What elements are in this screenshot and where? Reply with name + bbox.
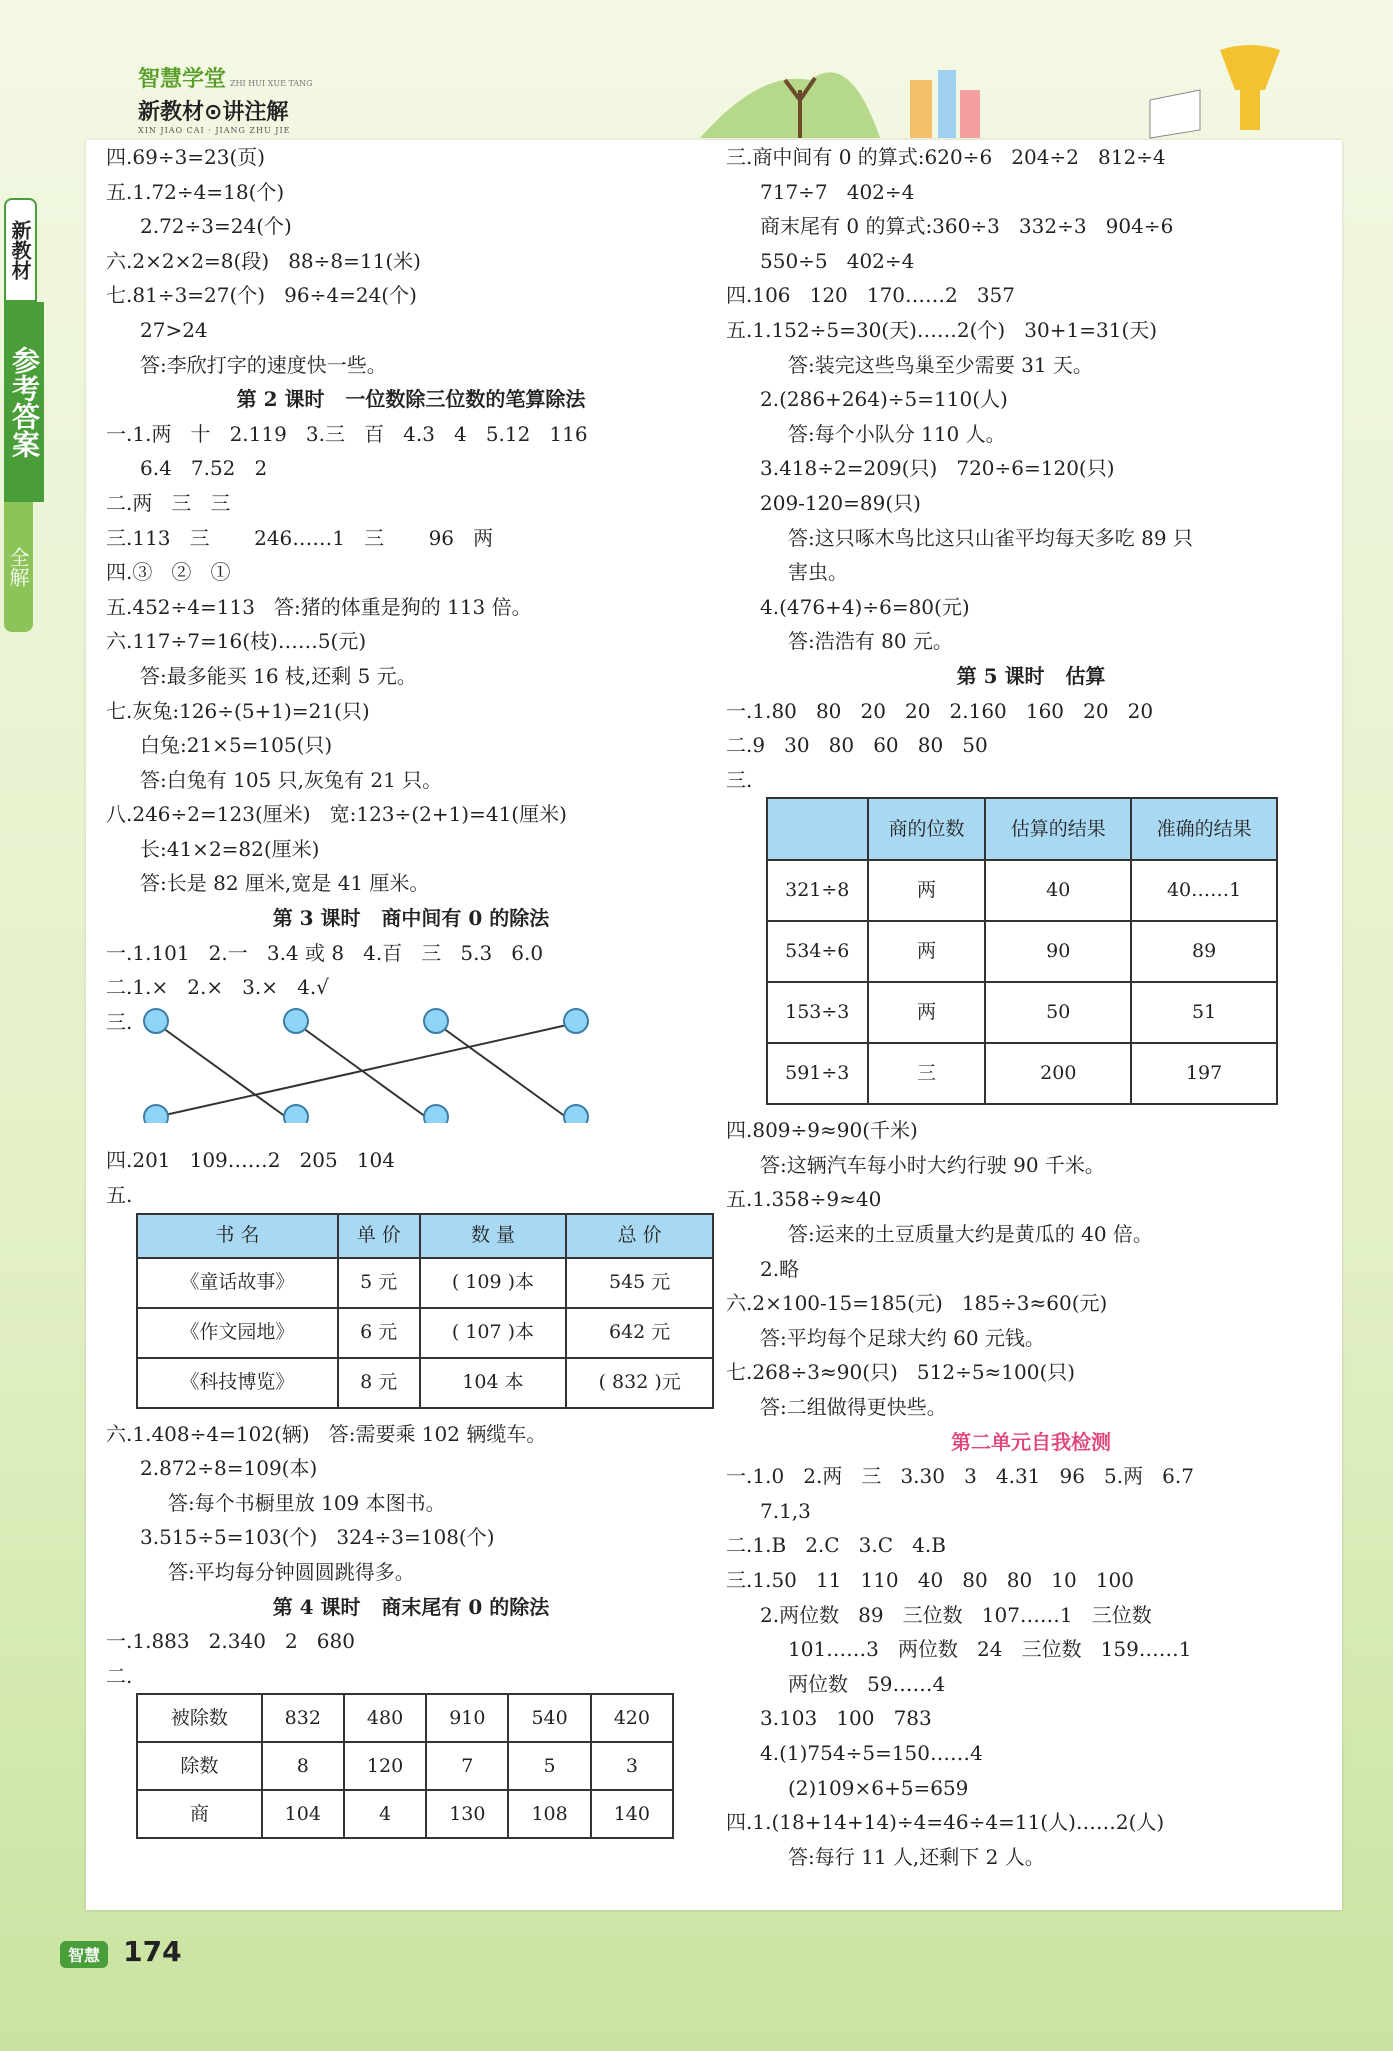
- answer-line: 7.1,3: [760, 1498, 811, 1523]
- answer-line: 2.两位数 89 三位数 107……1 三位数: [760, 1602, 1152, 1627]
- table-row: [137, 1790, 673, 1838]
- table-header: 准确的结果: [1131, 798, 1277, 860]
- answer-line: 一.1.两 十 2.119 3.三 百 4.3 4 5.12 116: [106, 421, 588, 446]
- series-title: 新教材⊙讲注解: [138, 100, 289, 125]
- answer-line: 二.: [106, 1663, 133, 1688]
- answer-line: 答:每个小队分 110 人。: [788, 421, 1006, 446]
- table-cell: 832: [262, 1694, 344, 1742]
- table-cell: 89: [1131, 921, 1277, 982]
- answer-line: 七.268÷3≈90(只) 512÷5≈100(只): [726, 1360, 1076, 1385]
- answer-line: 五.: [106, 1183, 133, 1208]
- table-cell: 104: [262, 1790, 344, 1838]
- table-cell: 480: [344, 1694, 426, 1742]
- answer-line: 答:二组做得更快些。: [760, 1395, 947, 1420]
- answer-line: 6.4 7.52 2: [140, 456, 268, 481]
- answer-line: 五.1.152÷5=30(天)……2(个) 30+1=31(天): [726, 317, 1158, 342]
- answer-line: 八.246÷2=123(厘米) 宽:123÷(2+1)=41(厘米): [106, 802, 567, 827]
- answer-line: 4.(1)754÷5=150……4: [760, 1740, 983, 1765]
- table-cell: 540: [508, 1694, 590, 1742]
- table-cell: 两: [868, 860, 986, 921]
- table-row: [137, 1258, 713, 1308]
- answer-line: 一.1.883 2.340 2 680: [106, 1629, 355, 1654]
- table-row: [137, 1308, 713, 1358]
- answer-line: 三.商中间有 0 的算式:620÷6 204÷2 812÷4: [726, 145, 1166, 169]
- answer-line: 三.: [726, 767, 753, 792]
- answer-line: 答:装完这些鸟巢至少需要 31 天。: [788, 352, 1093, 377]
- answer-line: 二.9 30 80 60 80 50: [726, 733, 988, 758]
- section-title: 第 4 课时 商末尾有 0 的除法: [272, 1594, 550, 1619]
- table-cell: 《童话故事》: [137, 1258, 338, 1308]
- answer-line: 四.809÷9≈90(千米): [726, 1118, 918, 1143]
- header-scenery-icon: [680, 10, 1330, 140]
- answer-line: 4.(476+4)÷6=80(元): [760, 594, 970, 619]
- answer-line: 3.418÷2=209(只) 720÷6=120(只): [760, 456, 1115, 481]
- table-row: [767, 1043, 1277, 1104]
- sidebar-tab-new-textbook: 新教材: [4, 198, 37, 302]
- answer-line: 答:这只啄木鸟比这只山雀平均每天多吃 89 只: [788, 525, 1193, 550]
- table-row: [767, 860, 1277, 921]
- answer-line: 答:这辆汽车每小时大约行驶 90 千米。: [760, 1152, 1105, 1177]
- table-cell: 120: [344, 1742, 426, 1790]
- page-number: 174: [123, 1935, 182, 1968]
- answer-line: 四.③ ② ①: [106, 560, 231, 585]
- answer-line: 3.103 100 783: [760, 1706, 932, 1731]
- table-header: 估算的结果: [985, 798, 1131, 860]
- table-cell: ( 107 )本: [420, 1308, 567, 1358]
- answer-line: 三.: [106, 1009, 133, 1034]
- answer-line: 五.452÷4=113 答:猪的体重是狗的 113 倍。: [106, 594, 532, 619]
- table-cell: 591÷3: [767, 1043, 868, 1104]
- answer-line: 2.72÷3=24(个): [140, 214, 292, 239]
- answer-line: 长:41×2=82(厘米): [140, 836, 320, 861]
- table-cell: 5 元: [338, 1258, 420, 1308]
- answer-line: 四.201 109……2 205 104: [106, 1148, 395, 1173]
- section-title: 第 3 课时 商中间有 0 的除法: [272, 906, 550, 931]
- answer-line: 六.2×100-15=185(元) 185÷3≈60(元): [726, 1291, 1108, 1316]
- right-column: [726, 140, 1336, 1874]
- division-table: [136, 1693, 674, 1839]
- table-cell: 321÷8: [767, 860, 868, 921]
- answer-line: 答:白兔有 105 只,灰兔有 21 只。: [140, 767, 443, 792]
- table-cell: 《科技博览》: [137, 1358, 338, 1408]
- answer-line: 四.1.(18+14+14)÷4=46÷4=11(人)……2(人): [726, 1810, 1165, 1835]
- table-cell: 104 本: [420, 1358, 567, 1408]
- table-cell: 5: [508, 1742, 590, 1790]
- answer-line: 二.1.× 2.× 3.× 4.√: [106, 975, 329, 1000]
- table-cell: 《作文园地》: [137, 1308, 338, 1358]
- table-cell: 两: [868, 982, 986, 1043]
- answer-line: 答:最多能买 16 枝,还剩 5 元。: [140, 663, 417, 688]
- table-cell: 8: [262, 1742, 344, 1790]
- estimation-table: [766, 797, 1278, 1105]
- answer-line: 27>24: [140, 317, 208, 342]
- answer-line: 商末尾有 0 的算式:360÷3 332÷3 904÷6: [760, 214, 1174, 239]
- table-cell: 4: [344, 1790, 426, 1838]
- table-cell: 642 元: [566, 1308, 713, 1358]
- table-header: 总 价: [566, 1214, 713, 1258]
- table-cell: 51: [1131, 982, 1277, 1043]
- answer-line: 550÷5 402÷4: [760, 248, 915, 273]
- answer-line: 答:浩浩有 80 元。: [788, 629, 953, 654]
- brand-title: 智慧学堂: [138, 67, 227, 92]
- answer-line: 六.117÷7=16(枝)……5(元): [106, 629, 367, 654]
- table-cell: 545 元: [566, 1258, 713, 1308]
- table-cell: 108: [508, 1790, 590, 1838]
- book-price-table: [136, 1213, 714, 1409]
- table-row: [137, 1742, 673, 1790]
- table-cell: 50: [985, 982, 1131, 1043]
- answer-line: 六.1.408÷4=102(辆) 答:需要乘 102 辆缆车。: [106, 1421, 547, 1446]
- table-cell: 130: [426, 1790, 508, 1838]
- answer-line: 二.1.B 2.C 3.C 4.B: [726, 1533, 946, 1558]
- answer-line: 答:每个书橱里放 109 本图书。: [168, 1490, 446, 1515]
- table-cell: 被除数: [137, 1694, 262, 1742]
- table-cell: ( 832 )元: [566, 1358, 713, 1408]
- table-cell: 8 元: [338, 1358, 420, 1408]
- table-cell: 420: [591, 1694, 673, 1742]
- answer-line: 2.略: [760, 1256, 800, 1281]
- answer-line: 答:每行 11 人,还剩下 2 人。: [788, 1844, 1045, 1869]
- sidebar: [4, 198, 82, 632]
- answer-line: 717÷7 402÷4: [760, 179, 915, 204]
- sidebar-tab-answers: 参考答案: [4, 302, 44, 502]
- answer-page: [86, 140, 1342, 1910]
- section-title: 第 5 课时 估算: [956, 663, 1106, 688]
- answer-line: 一.1.101 2.一 3.4 或 8 4.百 三 5.3 6.0: [106, 940, 544, 965]
- table-header: [767, 798, 868, 860]
- footer-logo: 智慧: [60, 1941, 108, 1968]
- table-cell: 除数: [137, 1742, 262, 1790]
- answer-line: 答:平均每分钟圆圆跳得多。: [168, 1560, 415, 1584]
- table-cell: 40……1: [1131, 860, 1277, 921]
- brand-pinyin: ZHI HUI XUE TANG: [230, 79, 313, 88]
- table-cell: 40: [985, 860, 1131, 921]
- table-cell: 商: [137, 1790, 262, 1838]
- answer-line: 三.113 三 246……1 三 96 两: [106, 525, 494, 550]
- section-title: 第 2 课时 一位数除三位数的笔算除法: [236, 387, 586, 412]
- answer-line: 三.1.50 11 110 40 80 80 10 100: [726, 1568, 1134, 1592]
- table-cell: 153÷3: [767, 982, 868, 1043]
- table-cell: 200: [985, 1043, 1131, 1104]
- table-cell: 90: [985, 921, 1131, 982]
- table-cell: 140: [591, 1790, 673, 1838]
- table-row: [767, 921, 1277, 982]
- answer-line: 2.872÷8=109(本): [140, 1456, 318, 1481]
- answer-line: 答:长是 82 厘米,宽是 41 厘米。: [140, 871, 430, 896]
- table-row: [137, 1694, 673, 1742]
- section-title-unit-test: 第二单元自我检测: [951, 1429, 1111, 1454]
- table-cell: ( 109 )本: [420, 1258, 567, 1308]
- table-header: 数 量: [420, 1214, 567, 1258]
- matching-lines-diagram: [136, 1003, 696, 1123]
- answer-line: 四.106 120 170……2 357: [726, 283, 1015, 308]
- table-cell: 6 元: [338, 1308, 420, 1358]
- answer-line: 七.灰兔:126÷(5+1)=21(只): [106, 698, 370, 723]
- answer-line: 四.69÷3=23(页): [106, 145, 266, 169]
- table-cell: 两: [868, 921, 986, 982]
- table-cell: 3: [591, 1742, 673, 1790]
- table-cell: 910: [426, 1694, 508, 1742]
- table-cell: 197: [1131, 1043, 1277, 1104]
- left-column: [106, 140, 716, 1839]
- answer-line: 五.1.72÷4=18(个): [106, 179, 285, 204]
- answer-line: 101……3 两位数 24 三位数 159……1: [788, 1637, 1192, 1662]
- answer-line: 3.515÷5=103(个) 324÷3=108(个): [140, 1525, 495, 1550]
- table-header: 商的位数: [868, 798, 986, 860]
- answer-line: 答:运来的土豆质量大约是黄瓜的 40 倍。: [788, 1222, 1153, 1247]
- table-cell: 7: [426, 1742, 508, 1790]
- series-pinyin: XIN JIAO CAI · JIANG ZHU JIE: [138, 126, 291, 135]
- answer-line: 209-120=89(只): [760, 490, 921, 515]
- brand-block: [138, 62, 313, 135]
- table-header: 单 价: [338, 1214, 420, 1258]
- answer-line: 七.81÷3=27(个) 96÷4=24(个): [106, 283, 417, 308]
- table-cell: 534÷6: [767, 921, 868, 982]
- table-row: [137, 1358, 713, 1408]
- page-footer: [60, 1935, 182, 1968]
- answer-line: 五.1.358÷9≈40: [726, 1187, 882, 1212]
- page-header: [0, 0, 1393, 140]
- answer-line: 白兔:21×5=105(只): [140, 733, 333, 758]
- matching-diagram: [106, 1039, 716, 1143]
- table-header: 书 名: [137, 1214, 338, 1258]
- answer-line: (2)109×6+5=659: [788, 1775, 969, 1800]
- answer-line: 害虫。: [788, 560, 848, 585]
- sidebar-tab-full-solution: 全解: [4, 502, 33, 632]
- answer-line: 二.两 三 三: [106, 490, 231, 515]
- answer-line: 六.2×2×2=8(段) 88÷8=11(米): [106, 248, 421, 273]
- answer-line: 答:李欣打字的速度快一些。: [140, 352, 387, 377]
- table-cell: 三: [868, 1043, 986, 1104]
- answer-line: 一.1.0 2.两 三 3.30 3 4.31 96 5.两 6.7: [726, 1464, 1194, 1489]
- answer-line: 答:平均每个足球大约 60 元钱。: [760, 1325, 1045, 1350]
- answer-line: 一.1.80 80 20 20 2.160 160 20 20: [726, 698, 1154, 723]
- answer-line: 2.(286+264)÷5=110(人): [760, 387, 1008, 412]
- answer-line: 两位数 59……4: [788, 1671, 946, 1696]
- table-row: [767, 982, 1277, 1043]
